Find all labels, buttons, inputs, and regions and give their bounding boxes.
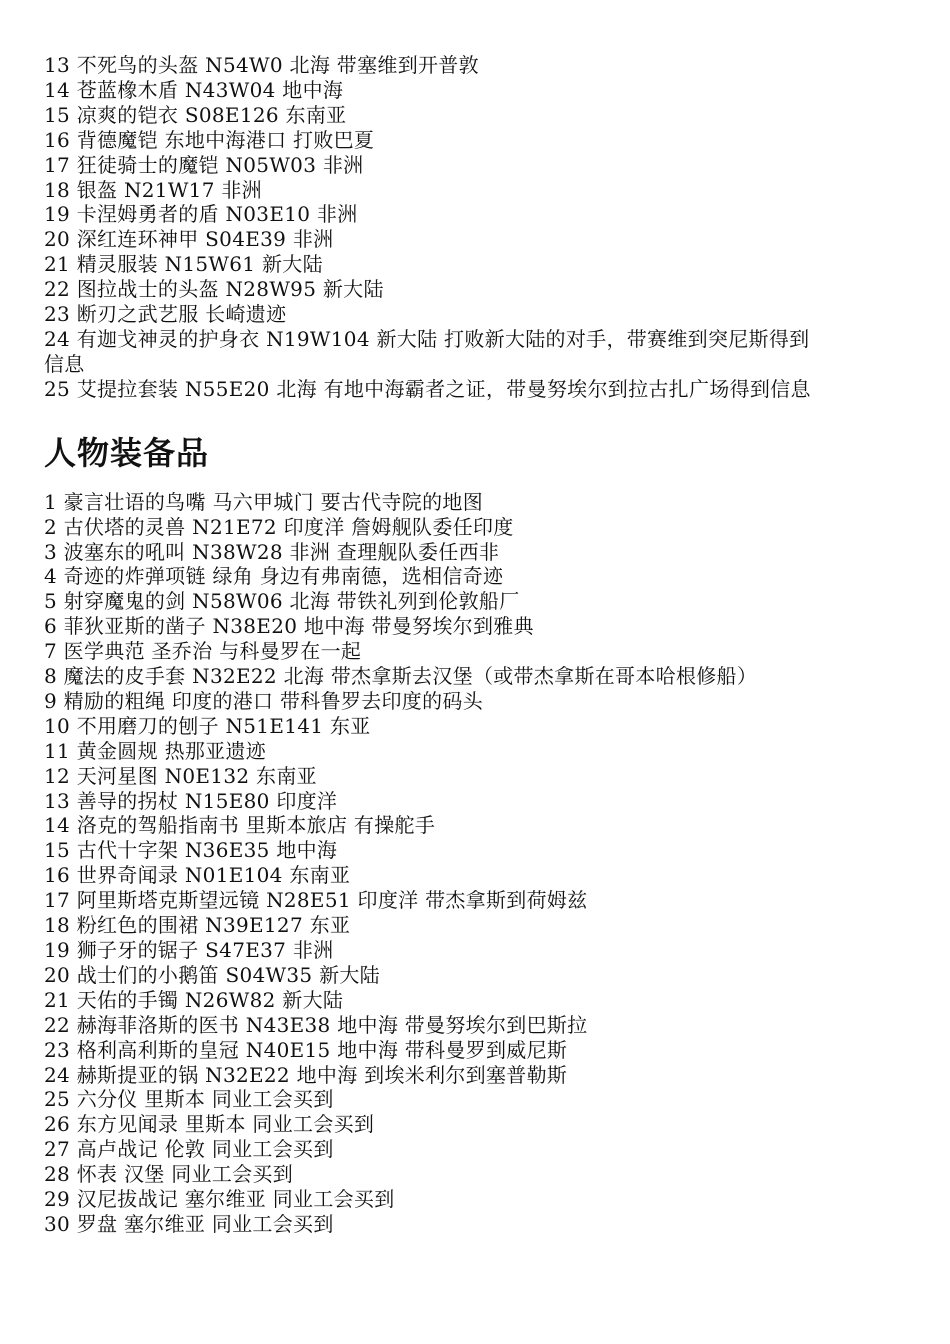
list-item: 27 高卢战记 伦敦 同业工会买到: [44, 1137, 334, 1162]
document-page: [44, 53, 814, 1237]
list-item: 30 罗盘 塞尔维亚 同业工会买到: [44, 1211, 334, 1236]
list-item: 3 波塞东的吼叫 N38W28 非洲 查理舰队委任西非: [44, 539, 500, 564]
equipment-item-list: [44, 490, 814, 1237]
list-item: 13 不死鸟的头盔 N54W0 北海 带塞维到开普敦: [44, 53, 479, 77]
list-item: 23 断刃之武艺服 长崎遗迹: [44, 302, 287, 327]
list-item: 1 豪言壮语的鸟嘴 马六甲城门 要古代寺院的地图: [44, 489, 483, 514]
list-item: 11 黄金圆规 热那亚遗迹: [44, 738, 267, 763]
list-item: 6 菲狄亚斯的凿子 N38E20 地中海 带曼努埃尔到雅典: [44, 614, 534, 639]
list-item: 28 怀表 汉堡 同业工会买到: [44, 1162, 294, 1187]
list-item: 20 战士们的小鹅笛 S04W35 新大陆: [44, 962, 380, 987]
list-item: 18 银盔 N21W17 非洲: [44, 177, 262, 202]
top-item-list: [44, 53, 814, 402]
section-heading: 人物装备品: [44, 433, 210, 472]
list-item: 8 魔法的皮手套 N32E22 北海 带杰拿斯去汉堡（或带杰拿斯在哥本哈根修船）: [44, 664, 758, 689]
list-item: 2 古伏塔的灵兽 N21E72 印度洋 詹姆舰队委任印度: [44, 514, 514, 539]
list-item: 16 背德魔铠 东地中海港口 打败巴夏: [44, 127, 375, 152]
list-item: 7 医学典范 圣乔治 与科曼罗在一起: [44, 639, 362, 664]
list-item: 24 有迦戈神灵的护身衣 N19W104 新大陆 打败新大陆的对手，带赛维到突尼斯得到信息: [44, 326, 810, 376]
list-item: 23 格利高利斯的皇冠 N40E15 地中海 带科曼罗到威尼斯: [44, 1037, 568, 1062]
list-item: 25 六分仪 里斯本 同业工会买到: [44, 1087, 334, 1112]
list-item: 17 狂徒骑士的魔铠 N05W03 非洲: [44, 152, 364, 177]
list-item: 12 天河星图 N0E132 东南亚: [44, 763, 317, 788]
list-item: 16 世界奇闻录 N01E104 东南亚: [44, 863, 351, 888]
list-item: 9 精励的粗绳 印度的港口 带科鲁罗去印度的码头: [44, 688, 483, 713]
list-item: 4 奇迹的炸弹项链 绿角 身边有弗南德，选相信奇迹: [44, 564, 504, 589]
list-item: 14 苍蓝橡木盾 N43W04 地中海: [44, 77, 344, 102]
list-item: 17 阿里斯塔克斯望远镜 N28E51 印度洋 带杰拿斯到荷姆兹: [44, 888, 588, 913]
list-item: 18 粉红色的围裙 N39E127 东亚: [44, 913, 351, 938]
list-item: 24 赫斯提亚的锅 N32E22 地中海 到埃米利尔到塞普勒斯: [44, 1062, 568, 1087]
list-item: 29 汉尼拔战记 塞尔维亚 同业工会买到: [44, 1187, 395, 1212]
list-item: 20 深红连环神甲 S04E39 非洲: [44, 227, 334, 252]
list-item: 26 东方见闻录 里斯本 同业工会买到: [44, 1112, 375, 1137]
list-item: 19 狮子牙的锯子 S47E37 非洲: [44, 938, 334, 962]
list-item: 21 天佑的手镯 N26W82 新大陆: [44, 987, 344, 1012]
list-item: 15 古代十字架 N36E35 地中海: [44, 838, 338, 863]
list-item: 22 图拉战士的头盔 N28W95 新大陆: [44, 277, 384, 302]
list-item: 21 精灵服装 N15W61 新大陆: [44, 252, 323, 277]
list-item: 19 卡涅姆勇者的盾 N03E10 非洲: [44, 202, 358, 227]
list-item: 15 凉爽的铠衣 S08E126 东南亚: [44, 102, 347, 127]
list-item: 10 不用磨刀的刨子 N51E141 东亚: [44, 713, 371, 738]
list-item: 5 射穿魔鬼的剑 N58W06 北海 带铁礼列到伦敦船厂: [44, 589, 520, 614]
list-item: 22 赫海菲洛斯的医书 N43E38 地中海 带曼努埃尔到巴斯拉: [44, 1012, 588, 1037]
list-item: 14 洛克的驾船指南书 里斯本旅店 有操舵手: [44, 813, 436, 838]
list-item: 13 善导的拐杖 N15E80 印度洋: [44, 788, 338, 813]
list-item: 25 艾提拉套装 N55E20 北海 有地中海霸者之证，带曼努埃尔到拉古扎广场得到信息: [44, 376, 811, 401]
